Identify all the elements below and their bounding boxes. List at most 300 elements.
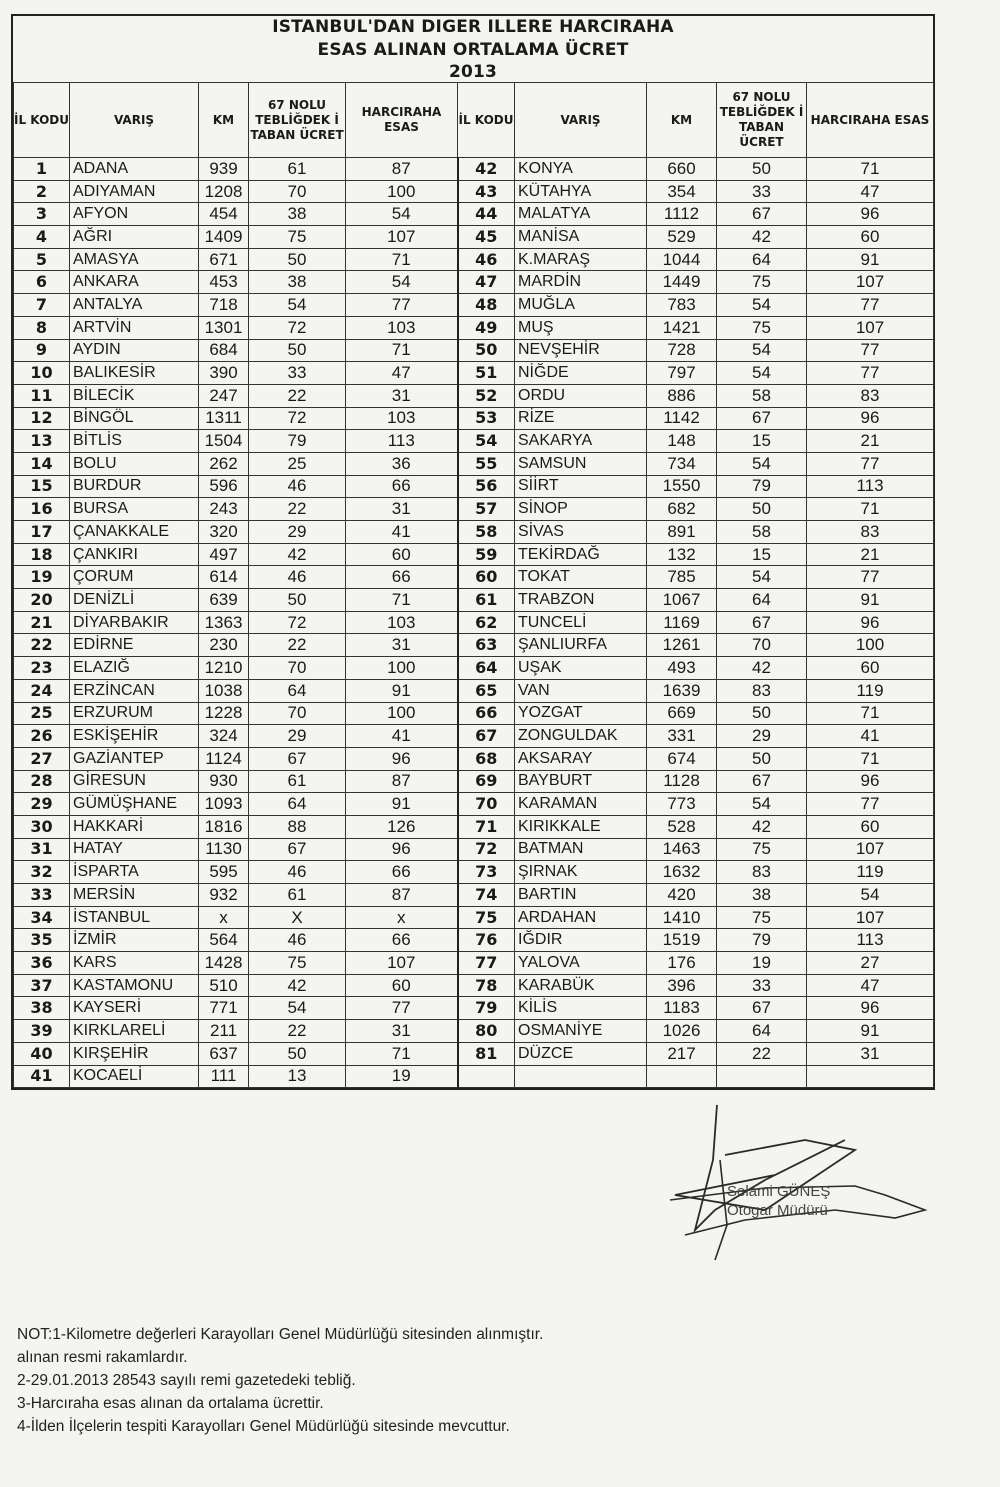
base-fee-value: 67 [717,203,807,226]
km-value: 785 [647,566,717,589]
base-fee-value: 54 [717,294,807,317]
allowance-value: 96 [807,203,934,226]
km-value: 1463 [647,838,717,861]
base-fee-value: 33 [249,362,346,385]
base-fee-value: 67 [717,770,807,793]
destination-name: KOCAELİ [70,1065,199,1088]
allowance-value: 66 [346,475,458,498]
allowance-value: 96 [807,407,934,430]
destination-name: BAYBURT [515,770,647,793]
province-code: 59 [458,543,515,566]
table-row [14,611,934,634]
base-fee-value: 54 [249,997,346,1020]
allowance-value: 54 [807,884,934,907]
km-value: 324 [199,725,249,748]
km-value: 1504 [199,430,249,453]
destination-name: IĞDIR [515,929,647,952]
base-fee-value: 46 [249,475,346,498]
province-code: 22 [14,634,70,657]
base-fee-value: 61 [249,770,346,793]
base-fee-value: 54 [717,566,807,589]
province-code: 63 [458,634,515,657]
km-value: 1169 [647,611,717,634]
table-row [14,407,934,430]
destination-name: KONYA [515,158,647,181]
province-code: 52 [458,384,515,407]
allowance-value: 71 [346,1042,458,1065]
province-code: 50 [458,339,515,362]
table-row [14,203,934,226]
km-value: 771 [199,997,249,1020]
table-row [14,929,934,952]
base-fee-value: 75 [717,906,807,929]
province-code: 9 [14,339,70,362]
table-row [14,952,934,975]
table-row [14,815,934,838]
province-code: 35 [14,929,70,952]
table-row [14,566,934,589]
table-row [14,838,934,861]
allowance-value: 77 [807,452,934,475]
base-fee-value: 50 [249,339,346,362]
allowance-value: 96 [807,997,934,1020]
destination-name: ANKARA [70,271,199,294]
base-fee-value: 67 [717,997,807,1020]
allowance-value: 31 [346,498,458,521]
header-km: KM [199,83,249,158]
destination-name: SAMSUN [515,452,647,475]
km-value: 932 [199,884,249,907]
allowance-value: 113 [807,475,934,498]
province-code: 61 [458,589,515,612]
destination-name: DİYARBAKIR [70,611,199,634]
allowance-value: 31 [346,1020,458,1043]
province-code: 19 [14,566,70,589]
km-value: 734 [647,452,717,475]
base-fee-value: 29 [249,725,346,748]
base-fee-value: 25 [249,452,346,475]
allowance-value: 96 [807,770,934,793]
destination-name: VAN [515,679,647,702]
base-fee-value: 79 [717,929,807,952]
base-fee-value: 75 [717,271,807,294]
province-code: 17 [14,521,70,544]
km-value: 682 [647,498,717,521]
km-value: 684 [199,339,249,362]
destination-name: KIRŞEHİR [70,1042,199,1065]
destination-name: MERSİN [70,884,199,907]
allowance-value: 107 [346,226,458,249]
km-value: 1038 [199,679,249,702]
allowance-table-sheet [11,14,935,1090]
table-row [14,679,934,702]
base-fee-value: 50 [249,589,346,612]
allowance-value: 100 [807,634,934,657]
province-code: 13 [14,430,70,453]
km-value: 1311 [199,407,249,430]
km-value: 886 [647,384,717,407]
province-code: 7 [14,294,70,317]
province-code: 41 [14,1065,70,1088]
province-code: 57 [458,498,515,521]
allowance-value: 119 [807,679,934,702]
destination-name: TRABZON [515,589,647,612]
destination-name: AFYON [70,203,199,226]
title-line-1: ISTANBUL'DAN DIGER ILLERE HARCIRAHA [272,17,674,37]
destination-name: BİNGÖL [70,407,199,430]
destination-name: HATAY [70,838,199,861]
notes [17,1323,977,1438]
destination-name: OSMANİYE [515,1020,647,1043]
province-code: 40 [14,1042,70,1065]
km-value: 1363 [199,611,249,634]
base-fee-value: 79 [717,475,807,498]
destination-name [515,1065,647,1088]
table-row [14,589,934,612]
km-value: 1208 [199,180,249,203]
destination-name: ANTALYA [70,294,199,317]
km-value: 728 [647,339,717,362]
destination-name: TEKİRDAĞ [515,543,647,566]
km-value: 331 [647,725,717,748]
base-fee-value: 22 [249,498,346,521]
province-code [458,1065,515,1088]
table-row [14,316,934,339]
note-line: 3-Harcıraha esas alınan da ortalama ücrettir. [17,1395,324,1412]
km-value: 510 [199,974,249,997]
destination-name: SAKARYA [515,430,647,453]
base-fee-value: 22 [249,1020,346,1043]
allowance-value: 100 [346,657,458,680]
base-fee-value: 83 [717,679,807,702]
province-code: 36 [14,952,70,975]
title-year: 2013 [448,62,498,82]
province-code: 8 [14,316,70,339]
province-code: 42 [458,158,515,181]
base-fee-value: 61 [249,884,346,907]
province-code: 67 [458,725,515,748]
allowance-value: 103 [346,407,458,430]
km-value: 176 [647,952,717,975]
base-fee-value: 75 [717,316,807,339]
km-value: 596 [199,475,249,498]
note-line: NOT:1-Kilometre değerleri Karayolları Genel Müdürlüğü sitesinden alınmıştır. [17,1326,544,1343]
base-fee-value: 70 [717,634,807,657]
allowance-value: 77 [346,997,458,1020]
allowance-value [807,1065,934,1088]
destination-name: KARAMAN [515,793,647,816]
allowance-value: 113 [807,929,934,952]
allowance-value: 103 [346,316,458,339]
header-destination: VARIŞ [515,83,647,158]
destination-name: EDİRNE [70,634,199,657]
signature-title: Otogar Müdürü [727,1202,828,1219]
destination-name: AKSARAY [515,747,647,770]
province-code: 76 [458,929,515,952]
base-fee-value [717,1065,807,1088]
allowance-value: 96 [346,747,458,770]
allowance-value: 60 [346,543,458,566]
destination-name: KIRKLARELİ [70,1020,199,1043]
allowance-value: 119 [807,861,934,884]
km-value: 111 [199,1065,249,1088]
table-row [14,180,934,203]
province-code: 43 [458,180,515,203]
province-code: 66 [458,702,515,725]
destination-name: ADANA [70,158,199,181]
km-value: 529 [647,226,717,249]
base-fee-value: 50 [249,248,346,271]
km-value: 262 [199,452,249,475]
km-value: 1026 [647,1020,717,1043]
allowance-value: 100 [346,180,458,203]
province-code: 12 [14,407,70,430]
table-row [14,793,934,816]
km-value: 1112 [647,203,717,226]
destination-name: MUĞLA [515,294,647,317]
destination-name: İSTANBUL [70,906,199,929]
km-value: 614 [199,566,249,589]
province-code: 56 [458,475,515,498]
allowance-value: 66 [346,929,458,952]
allowance-value: 47 [346,362,458,385]
destination-name: ÇANKIRI [70,543,199,566]
province-code: 28 [14,770,70,793]
destination-name: ÇORUM [70,566,199,589]
km-value: 797 [647,362,717,385]
km-value: 497 [199,543,249,566]
km-value: 454 [199,203,249,226]
note-line: 2-29.01.2013 28543 sayılı remi gazetedeki tebliğ. [17,1372,356,1389]
base-fee-value: 64 [717,248,807,271]
header-destination: VARIŞ [70,83,199,158]
allowance-value: 60 [807,657,934,680]
allowance-value: 71 [807,747,934,770]
km-value: 320 [199,521,249,544]
province-code: 14 [14,452,70,475]
km-value: 1421 [647,316,717,339]
province-code: 25 [14,702,70,725]
table-row [14,657,934,680]
base-fee-value: 42 [717,815,807,838]
destination-name: GİRESUN [70,770,199,793]
allowance-value: 41 [346,725,458,748]
province-code: 38 [14,997,70,1020]
allowance-value: 60 [807,226,934,249]
title-line-2: ESAS ALINAN ORTALAMA ÜCRET [317,40,629,60]
destination-name: ZONGULDAK [515,725,647,748]
province-code: 11 [14,384,70,407]
km-value: 1183 [647,997,717,1020]
km-value: 1550 [647,475,717,498]
province-code: 54 [458,430,515,453]
table-row [14,997,934,1020]
allowance-value: 27 [807,952,934,975]
destination-name: GÜMÜŞHANE [70,793,199,816]
allowance-value: 107 [807,271,934,294]
base-fee-value: 33 [717,180,807,203]
table-body [14,158,934,1088]
base-fee-value: 42 [249,543,346,566]
allowance-value: 66 [346,861,458,884]
destination-name: MUŞ [515,316,647,339]
allowance-value: 77 [346,294,458,317]
header-base-fee: 67 NOLU TEBLİĞDEK İ TABAN ÜCRET [717,83,807,158]
destination-name: TUNCELİ [515,611,647,634]
destination-name: BARTIN [515,884,647,907]
km-value: 891 [647,521,717,544]
base-fee-value: 72 [249,611,346,634]
km-value: 247 [199,384,249,407]
table-header-row [14,83,934,158]
km-value: 1044 [647,248,717,271]
destination-name: ERZURUM [70,702,199,725]
base-fee-value: 54 [717,362,807,385]
km-value: 390 [199,362,249,385]
allowance-value: 126 [346,815,458,838]
km-value: 1816 [199,815,249,838]
province-code: 34 [14,906,70,929]
table-row [14,1042,934,1065]
km-value: 639 [199,589,249,612]
allowance-value: 41 [807,725,934,748]
destination-name: BURSA [70,498,199,521]
table-row [14,271,934,294]
destination-name: GAZİANTEP [70,747,199,770]
km-value: x [199,906,249,929]
destination-name: AĞRI [70,226,199,249]
base-fee-value: 58 [717,384,807,407]
province-code: 70 [458,793,515,816]
header-km: KM [647,83,717,158]
allowance-value: 107 [807,838,934,861]
allowance-value: 91 [807,1020,934,1043]
km-value: 1128 [647,770,717,793]
km-value: 595 [199,861,249,884]
table-row [14,702,934,725]
base-fee-value: 64 [249,793,346,816]
destination-name: DENİZLİ [70,589,199,612]
base-fee-value: 70 [249,702,346,725]
province-code: 60 [458,566,515,589]
km-value: 1449 [647,271,717,294]
base-fee-value: 22 [249,634,346,657]
province-code: 30 [14,815,70,838]
km-value: 783 [647,294,717,317]
base-fee-value: 50 [717,498,807,521]
allowance-value: 113 [346,430,458,453]
destination-name: BALIKESİR [70,362,199,385]
table-row [14,384,934,407]
table-row [14,430,934,453]
km-value: 1210 [199,657,249,680]
km-value [647,1065,717,1088]
allowance-value: 77 [807,566,934,589]
province-code: 73 [458,861,515,884]
base-fee-value: 22 [717,1042,807,1065]
km-value: 674 [647,747,717,770]
base-fee-value: 42 [717,657,807,680]
km-value: 354 [647,180,717,203]
base-fee-value: 15 [717,430,807,453]
base-fee-value: 19 [717,952,807,975]
base-fee-value: 83 [717,861,807,884]
allowance-value: 71 [807,498,934,521]
table-row [14,248,934,271]
province-code: 65 [458,679,515,702]
province-code: 32 [14,861,70,884]
base-fee-value: 13 [249,1065,346,1088]
base-fee-value: 72 [249,316,346,339]
base-fee-value: 50 [717,158,807,181]
allowance-value: 71 [807,158,934,181]
allowance-value: 66 [346,566,458,589]
base-fee-value: 50 [717,747,807,770]
header-code: İL KODU [14,83,70,158]
base-fee-value: 64 [249,679,346,702]
destination-name: SİİRT [515,475,647,498]
base-fee-value: 88 [249,815,346,838]
destination-name: BİLECİK [70,384,199,407]
base-fee-value: X [249,906,346,929]
km-value: 671 [199,248,249,271]
allowance-value: 31 [346,634,458,657]
base-fee-value: 50 [249,1042,346,1065]
province-code: 55 [458,452,515,475]
province-code: 47 [458,271,515,294]
allowance-value: 41 [346,521,458,544]
province-code: 37 [14,974,70,997]
base-fee-value: 61 [249,158,346,181]
destination-name: KARS [70,952,199,975]
destination-name: SİNOP [515,498,647,521]
base-fee-value: 79 [249,430,346,453]
base-fee-value: 67 [717,611,807,634]
base-fee-value: 67 [717,407,807,430]
destination-name: BİTLİS [70,430,199,453]
destination-name: KAYSERİ [70,997,199,1020]
table-row [14,339,934,362]
destination-name: YOZGAT [515,702,647,725]
destination-name: ORDU [515,384,647,407]
base-fee-value: 46 [249,566,346,589]
province-code: 33 [14,884,70,907]
table-row [14,362,934,385]
destination-name: KASTAMONU [70,974,199,997]
province-code: 4 [14,226,70,249]
table-row [14,226,934,249]
allowance-value: 83 [807,521,934,544]
base-fee-value: 70 [249,180,346,203]
allowance-value: 100 [346,702,458,725]
base-fee-value: 29 [717,725,807,748]
province-code: 23 [14,657,70,680]
base-fee-value: 70 [249,657,346,680]
base-fee-value: 64 [717,589,807,612]
province-code: 18 [14,543,70,566]
km-value: 420 [647,884,717,907]
km-value: 1519 [647,929,717,952]
province-code: 75 [458,906,515,929]
province-code: 45 [458,226,515,249]
destination-name: BURDUR [70,475,199,498]
allowance-value: 87 [346,770,458,793]
destination-name: MARDİN [515,271,647,294]
km-value: 1124 [199,747,249,770]
km-value: 217 [647,1042,717,1065]
base-fee-value: 72 [249,407,346,430]
table-row [14,770,934,793]
